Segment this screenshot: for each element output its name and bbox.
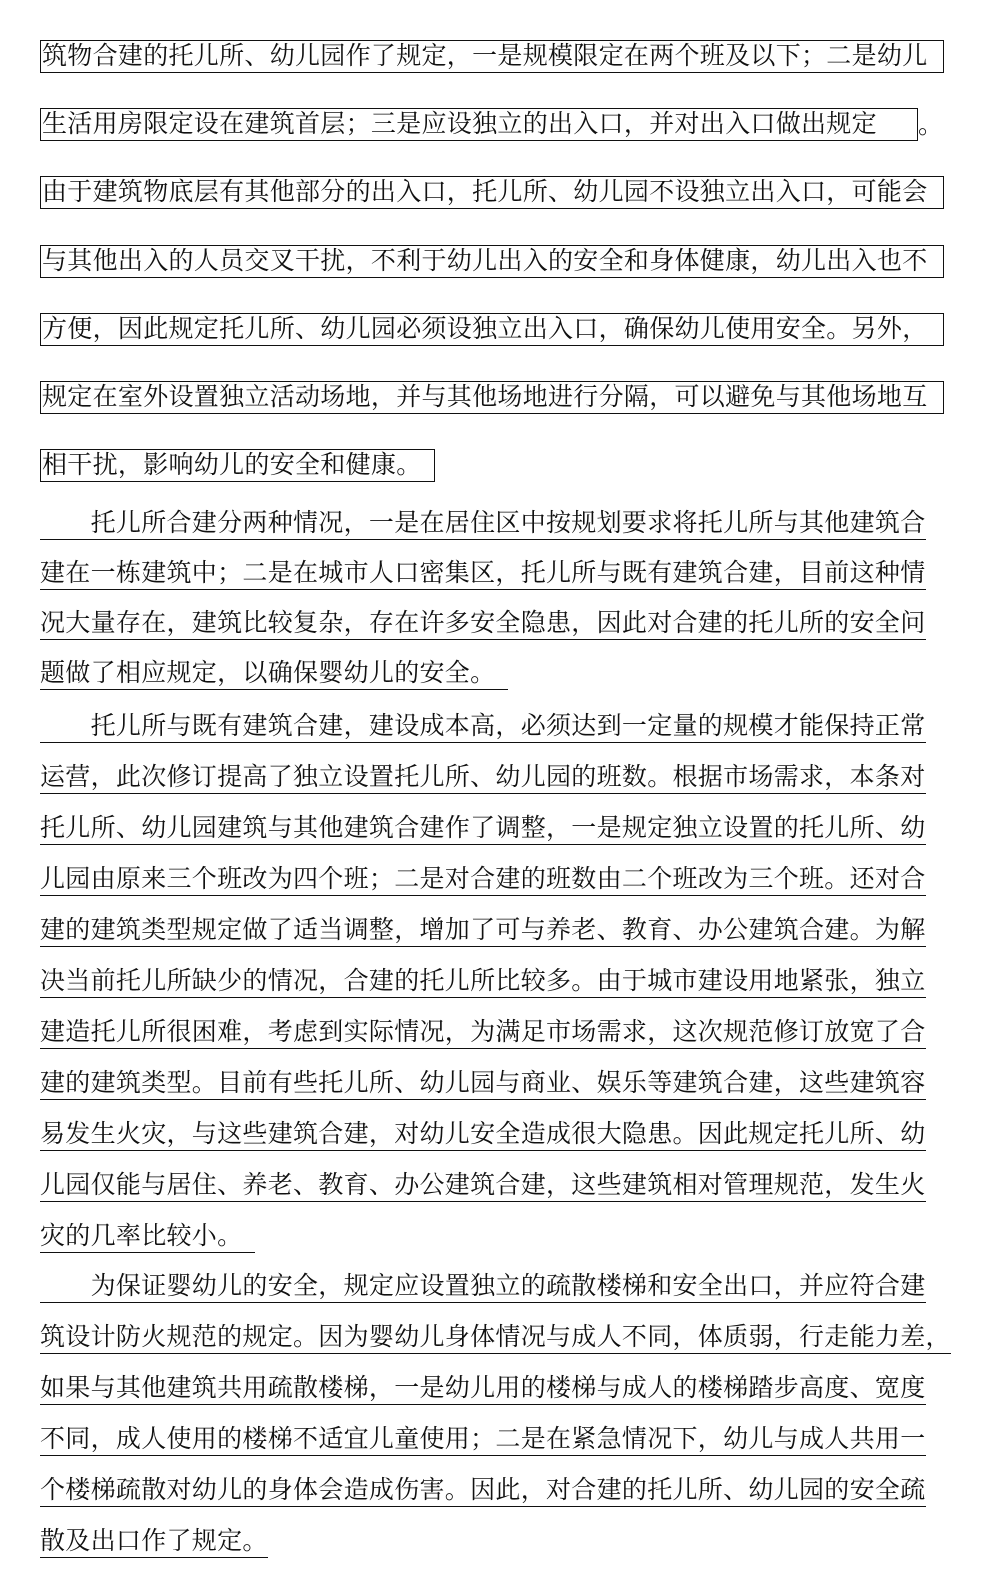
text-line: 建造托儿所很困难，考虑到实际情况，为满足市场需求，这次规范修订放宽了合 [40,1014,926,1052]
boxed-line: 规定在室外设置独立活动场地，并与其他场地进行分隔，可以避免与其他场地互 [40,381,944,414]
text-line: 托儿所合建分两种情况，一是在居住区中按规划要求将托儿所与其他建筑合 [40,505,926,543]
text-line: 托儿所、幼儿园建筑与其他建筑合建作了调整，一是规定独立设置的托儿所、幼 [40,810,926,848]
text-line: 不同，成人使用的楼梯不适宜儿童使用；二是在紧急情况下，幼儿与成人共用一 [40,1421,926,1459]
text-line: 建的建筑类型。目前有些托儿所、幼儿园与商业、娱乐等建筑合建，这些建筑容 [40,1065,926,1103]
text-line: 儿园仅能与居住、养老、教育、办公建筑合建，这些建筑相对管理规范，发生火 [40,1167,926,1205]
text-line: 如果与其他建筑共用疏散楼梯，一是幼儿用的楼梯与成人的楼梯踏步高度、宽度 [40,1370,926,1408]
text-line: 题做了相应规定，以确保婴幼儿的安全。 [40,655,508,693]
text-line: 为保证婴幼儿的安全，规定应设置独立的疏散楼梯和安全出口，并应符合建 [40,1268,926,1306]
text-line: 易发生火灾，与这些建筑合建，对幼儿安全造成很大隐患。因此规定托儿所、幼 [40,1116,926,1154]
boxed-line: 由于建筑物底层有其他部分的出入口，托儿所、幼儿园不设独立出入口，可能会 [40,176,944,209]
text-line: 灾的几率比较小。 [40,1218,255,1256]
boxed-line: 方便，因此规定托儿所、幼儿园必须设独立出入口，确保幼儿使用安全。另外， [40,313,944,346]
text-line: 决当前托儿所缺少的情况，合建的托儿所比较多。由于城市建设用地紧张，独立 [40,963,926,1001]
text-line: 散及出口作了规定。 [40,1523,268,1561]
text-line: 儿园由原来三个班改为四个班；二是对合建的班数由二个班改为三个班。还对合 [40,861,926,899]
text-line: 托儿所与既有建筑合建，建设成本高，必须达到一定量的规模才能保持正常 [40,708,926,746]
boxed-line: 筑物合建的托儿所、幼儿园作了规定，一是规模限定在两个班及以下；二是幼儿 [40,40,944,73]
text-line: 个楼梯疏散对幼儿的身体会造成伤害。因此，对合建的托儿所、幼儿园的安全疏 [40,1472,926,1510]
text-line: 筑设计防火规范的规定。因为婴幼儿身体情况与成人不同，体质弱，行走能力差， [40,1319,951,1357]
text-line: 建在一栋建筑中；二是在城市人口密集区，托儿所与既有建筑合建，目前这种情 [40,555,926,593]
text-line: 建的建筑类型规定做了适当调整，增加了可与养老、教育、办公建筑合建。为解 [40,912,926,950]
boxed-line: 相干扰，影响幼儿的安全和健康。 [40,449,435,482]
boxed-line-trailing-mark: 。 [918,110,944,139]
boxed-line: 生活用房限定设在建筑首层；三是应设独立的出入口，并对出入口做出规定 [40,108,918,141]
text-line: 运营，此次修订提高了独立设置托儿所、幼儿园的班数。根据市场需求，本条对 [40,759,926,797]
boxed-line: 与其他出入的人员交叉干扰，不利于幼儿出入的安全和身体健康，幼儿出入也不 [40,245,944,278]
text-line: 况大量存在，建筑比较复杂，存在许多安全隐患，因此对合建的托儿所的安全问 [40,605,926,643]
